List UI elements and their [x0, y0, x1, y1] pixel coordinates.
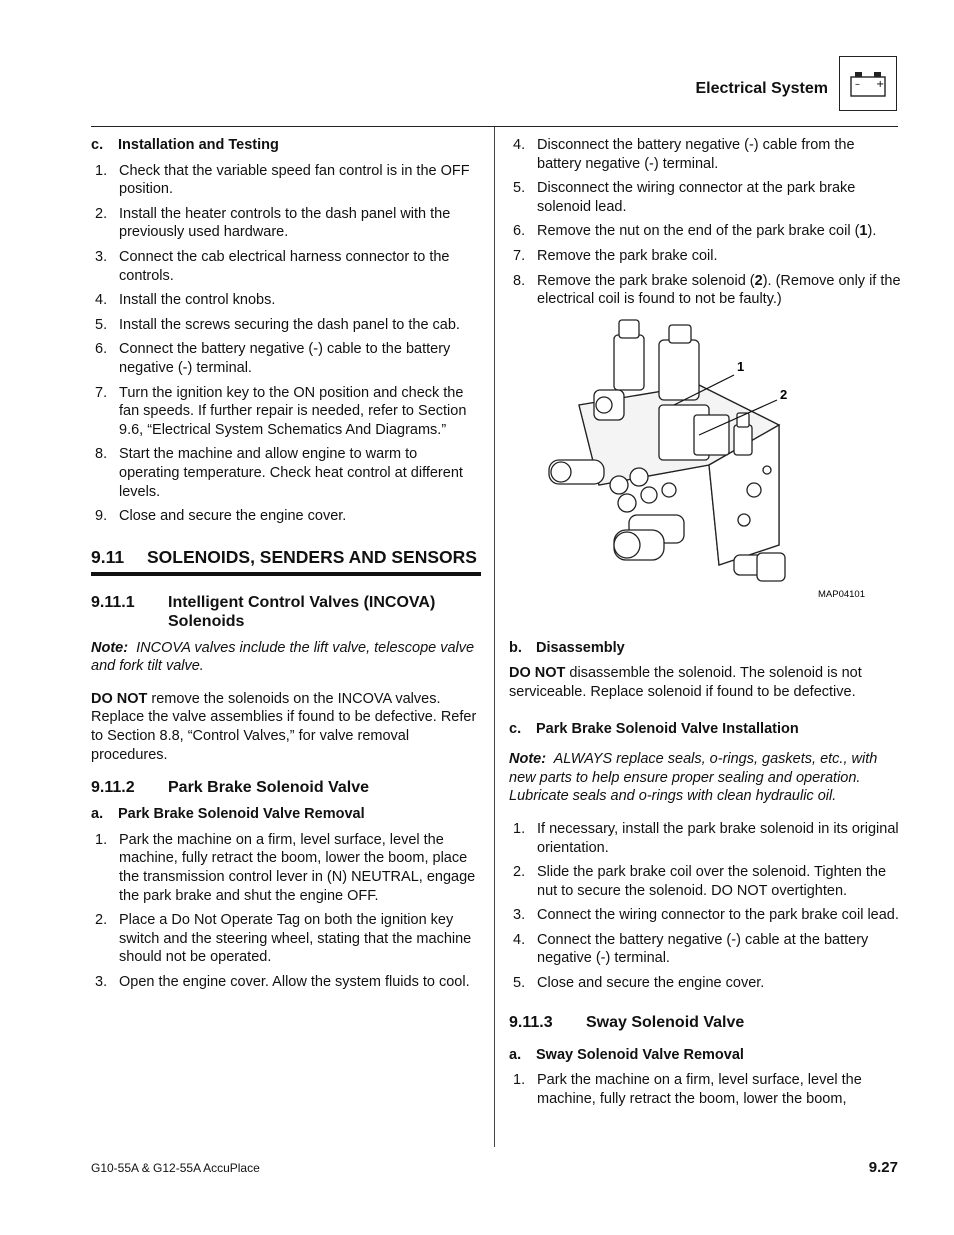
list-item: 9. Close and secure the engine cover. — [95, 508, 347, 525]
subsection-heading-9-11-3: 9.11.3 Sway Solenoid Valve — [509, 1013, 745, 1031]
section-header-title: Electrical System — [695, 80, 828, 97]
list-item: 3. Open the engine cover. Allow the system fluids to cool. — [95, 974, 470, 990]
subheading-sway-removal: a. Sway Solenoid Valve Removal — [509, 1046, 744, 1063]
removal-steps — [91, 831, 481, 992]
list-item: 4. Install the control knobs. — [95, 292, 276, 309]
list-item: 6. Connect the battery negative (-) cable to the battery negative (-) terminal. — [95, 341, 451, 376]
subheading-park-brake-removal: a. Park Brake Solenoid Valve Removal — [91, 806, 365, 823]
list-item: 6. Remove the nut on the end of the park brake coil (1). — [513, 223, 877, 240]
list-item: 3. Connect the wiring connector to the park brake coil lead. — [513, 907, 899, 924]
paragraph-incova: DO NOT remove the solenoids on the INCOVA valves. Replace the valve assemblies if found to be defective. Refer to Section 8.8, “Control Valves,” for valve removal procedures. — [91, 690, 477, 763]
valve-block-illustration — [509, 315, 901, 615]
list-item: 4. Connect the battery negative (-) cable at the battery negative (-) terminal. — [513, 931, 869, 967]
subheading-park-brake-installation: c. Park Brake Solenoid Valve Installation — [509, 720, 799, 737]
callout-1-label: 1 — [737, 358, 745, 374]
list-item: 5. Disconnect the wiring connector at the park brake solenoid lead. — [513, 180, 856, 215]
list-item: 1. Check that the variable speed fan control is in the OFF position. — [95, 162, 470, 198]
paragraph-disassembly: DO NOT disassemble the solenoid. The solenoid is not serviceable. Replace solenoid if found to be defective. — [509, 665, 862, 700]
battery-minus-glyph: – — [855, 79, 860, 90]
page-number: 9.27 — [868, 1159, 898, 1176]
subheading-installation-testing: c. Installation and Testing — [91, 137, 279, 153]
list-item: 2. Install the heater controls to the dash panel with the previously used hardware. — [95, 205, 451, 241]
list-item: 5. Close and secure the engine cover. — [513, 975, 765, 992]
list-item: 8. Start the machine and allow engine to warm to operating temperature. Check heat control at different levels. — [95, 446, 463, 500]
list-item: 7. Remove the park brake coil. — [513, 247, 718, 264]
callout-2-label: 2 — [780, 386, 788, 402]
list-item: 1. Park the machine on a firm, level surface, level the machine, fully retract the boom, lower the boom, — [513, 1072, 862, 1107]
list-item: 2. Place a Do Not Operate Tag on both the ignition key switch and the steering wheel, stating that the machine should not be operated. — [95, 912, 472, 966]
figure-id-label: MAP04101 — [818, 588, 866, 600]
list-item: 2. Slide the park brake coil over the solenoid. Tighten the nut to secure the solenoid. DO NOT overtighten. — [513, 864, 887, 899]
installation-steps — [91, 162, 481, 526]
section-rule — [91, 572, 481, 576]
park-brake-valve-figure — [509, 315, 901, 615]
subsection-heading-9-11-1: 9.11.1 Intelligent Control Valves (INCOVA) Solenoids — [91, 593, 436, 630]
footer-model: G10-55A & G12-55A AccuPlace — [91, 1161, 260, 1175]
note-incova: Note: INCOVA valves include the lift valve, telescope valve and fork tilt valve. — [91, 639, 475, 675]
section-heading-9-11: 9.11 SOLENOIDS, SENDERS AND SENSORS — [91, 546, 477, 567]
installation-steps-park-brake — [509, 820, 901, 993]
list-item: 7. Turn the ignition key to the ON position and check the fan speeds. If further repair is needed, refer to Section 9.6, “Electrical System Schematics And Diagrams.” — [95, 384, 467, 438]
list-item: 1. If necessary, install the park brake solenoid in its original orientation. — [513, 820, 899, 856]
list-item: 3. Connect the cab electrical harness connector to the controls. — [95, 248, 450, 284]
subsection-heading-9-11-2: 9.11.2 Park Brake Solenoid Valve — [91, 779, 369, 797]
sway-removal-steps — [509, 1071, 901, 1108]
removal-steps-continued — [509, 136, 901, 309]
column-divider — [494, 127, 495, 1147]
battery-icon — [839, 56, 897, 111]
list-item: 8. Remove the park brake solenoid (2). (Remove only if the electrical coil is found to not be faulty.) — [513, 272, 901, 308]
list-item: 1. Park the machine on a firm, level surface, level the machine, fully retract the boom, lower the boom, place the transmission control lever in (N) NEUTRAL, engage the park brake and shut the engine OFF. — [95, 831, 476, 904]
list-item: 5. Install the screws securing the dash panel to the cab. — [95, 316, 460, 333]
left-column — [91, 128, 481, 998]
right-column — [509, 128, 901, 1114]
note-seals: Note: ALWAYS replace seals, o-rings, gaskets, etc., with new parts to help ensure proper sealing and operation. Lubricate seals and o-rings with clean hydraulic oil. — [509, 751, 878, 805]
list-item: 4. Disconnect the battery negative (-) cable from the battery negative (-) terminal. — [513, 137, 855, 172]
battery-plus-glyph: + — [876, 79, 885, 90]
subheading-disassembly: b. Disassembly — [509, 639, 625, 656]
